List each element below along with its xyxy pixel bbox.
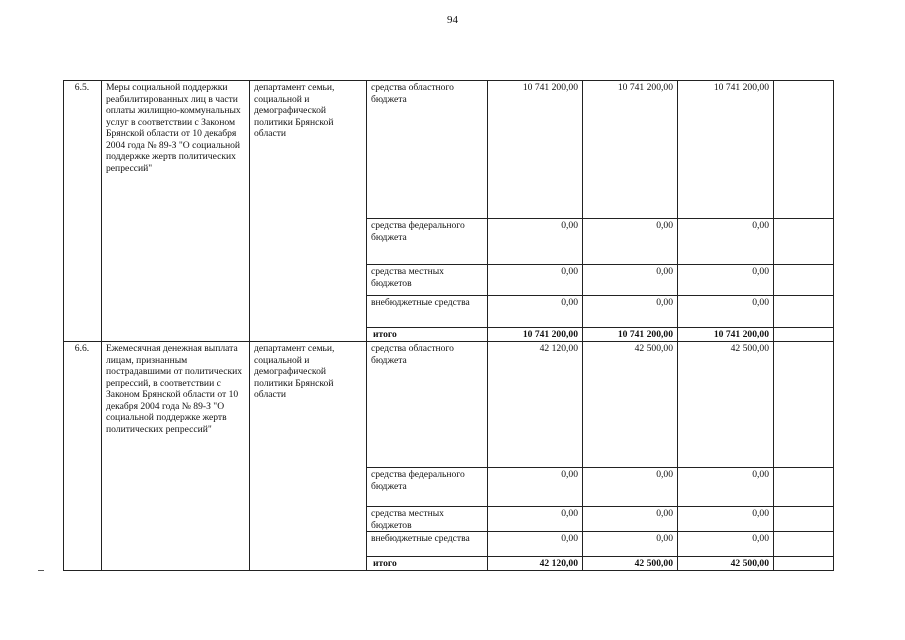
empty-cell — [774, 219, 834, 265]
amount-year-2: 0,00 — [583, 468, 678, 507]
amount-year-1: 0,00 — [488, 507, 583, 532]
amount-year-3: 0,00 — [678, 296, 774, 328]
funding-source: средства областного бюджета — [367, 342, 488, 468]
funding-source: средства местных бюджетов — [367, 265, 488, 296]
amount-year-1: 42 120,00 — [488, 342, 583, 468]
amount-year-2: 0,00 — [583, 265, 678, 296]
total-label: итого — [367, 557, 488, 571]
amount-year-2: 42 500,00 — [583, 342, 678, 468]
funding-source: средства областного бюджета — [367, 81, 488, 219]
budget-table — [63, 80, 834, 571]
table-row — [64, 342, 834, 468]
total-year-2: 42 500,00 — [583, 557, 678, 571]
empty-cell — [774, 507, 834, 532]
total-year-3: 42 500,00 — [678, 557, 774, 571]
total-year-1: 42 120,00 — [488, 557, 583, 571]
amount-year-3: 0,00 — [678, 219, 774, 265]
amount-year-2: 0,00 — [583, 219, 678, 265]
amount-year-2: 10 741 200,00 — [583, 81, 678, 219]
amount-year-3: 0,00 — [678, 507, 774, 532]
scan-mark — [38, 570, 44, 571]
empty-cell — [774, 557, 834, 571]
amount-year-3: 42 500,00 — [678, 342, 774, 468]
page-number: 94 — [447, 14, 458, 26]
table-row — [64, 81, 834, 219]
amount-year-1: 0,00 — [488, 219, 583, 265]
funding-source: средства федерального бюджета — [367, 219, 488, 265]
empty-cell — [774, 296, 834, 328]
amount-year-1: 0,00 — [488, 532, 583, 557]
measure-description: Ежемесячная денежная выплата лицам, признанным пострадавшими от политических репрессий, в соответствии с Законом Брянской области от 10 декабря 2004 года № 89-З "О социальной поддержке жертв политических репрессий" — [102, 342, 250, 571]
funding-source: внебюджетные средства — [367, 296, 488, 328]
amount-year-3: 0,00 — [678, 265, 774, 296]
empty-cell — [774, 532, 834, 557]
funding-source: средства федерального бюджета — [367, 468, 488, 507]
item-index: 6.6. — [64, 342, 102, 571]
amount-year-2: 0,00 — [583, 296, 678, 328]
amount-year-3: 0,00 — [678, 468, 774, 507]
empty-cell — [774, 468, 834, 507]
item-index: 6.5. — [64, 81, 102, 342]
funding-source: средства местных бюджетов — [367, 507, 488, 532]
amount-year-3: 10 741 200,00 — [678, 81, 774, 219]
total-year-3: 10 741 200,00 — [678, 328, 774, 342]
total-label: итого — [367, 328, 488, 342]
total-year-2: 10 741 200,00 — [583, 328, 678, 342]
amount-year-2: 0,00 — [583, 507, 678, 532]
executor: департамент семьи, социальной и демографической политики Брянской области — [250, 342, 367, 571]
empty-cell — [774, 265, 834, 296]
measure-description: Меры социальной поддержки реабилитированных лиц в части оплаты жилищно-коммунальных услуг в соответствии с Законом Брянской области от 10 декабря 2004 года № 89-З "О социальной поддержке жертв политических репрессий" — [102, 81, 250, 342]
amount-year-3: 0,00 — [678, 532, 774, 557]
empty-cell — [774, 342, 834, 468]
amount-year-2: 0,00 — [583, 532, 678, 557]
amount-year-1: 10 741 200,00 — [488, 81, 583, 219]
amount-year-1: 0,00 — [488, 296, 583, 328]
funding-source: внебюджетные средства — [367, 532, 488, 557]
empty-cell — [774, 81, 834, 219]
executor: департамент семьи, социальной и демографической политики Брянской области — [250, 81, 367, 342]
total-year-1: 10 741 200,00 — [488, 328, 583, 342]
amount-year-1: 0,00 — [488, 265, 583, 296]
amount-year-1: 0,00 — [488, 468, 583, 507]
empty-cell — [774, 328, 834, 342]
